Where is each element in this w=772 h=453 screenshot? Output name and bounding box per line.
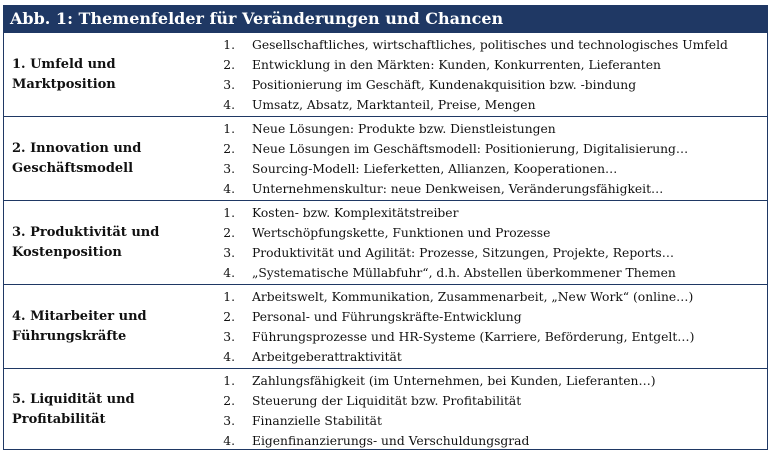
- section-title-line1: 3. Produktivität und: [12, 224, 160, 240]
- item-number: 1.: [223, 122, 235, 136]
- list-item: [221, 347, 763, 367]
- item-number: 2.: [223, 58, 235, 72]
- item-text: Produktivität und Agilität: Prozesse, Sitzungen, Projekte, Reports…: [252, 246, 675, 260]
- list-item: [221, 411, 763, 431]
- list-item: [221, 371, 763, 391]
- section-title: [12, 307, 217, 347]
- list-item: [221, 75, 763, 95]
- section-produktivitaet-kostenposition: [4, 200, 767, 284]
- list-item: [221, 307, 763, 327]
- item-text: Eigenfinanzierungs- und Verschuldungsgrad: [252, 434, 530, 448]
- list-item: [221, 55, 763, 75]
- item-number: 4.: [223, 182, 235, 196]
- section-liquiditaet-profitabilitaet: [4, 368, 767, 451]
- item-text: Neue Lösungen: Produkte bzw. Dienstleistungen: [252, 122, 556, 136]
- item-number: 2.: [223, 310, 235, 324]
- list-item: [221, 139, 763, 159]
- item-text: Arbeitgeberattraktivität: [252, 350, 402, 364]
- item-text: Umsatz, Absatz, Marktanteil, Preise, Mengen: [252, 98, 536, 112]
- item-number: 3.: [223, 330, 235, 344]
- section-items: [221, 35, 763, 115]
- list-item: [221, 95, 763, 115]
- item-number: 2.: [223, 142, 235, 156]
- list-item: [221, 327, 763, 347]
- section-title-line1: 1. Umfeld und: [12, 56, 116, 72]
- section-title-line1: 4. Mitarbeiter und: [12, 308, 147, 324]
- item-text: Zahlungsfähigkeit (im Unternehmen, bei Kunden, Lieferanten…): [252, 374, 656, 388]
- list-item: [221, 391, 763, 411]
- section-mitarbeiter-fuehrungskraefte: [4, 284, 767, 368]
- item-number: 3.: [223, 414, 235, 428]
- item-text: „Systematische Müllabfuhr“, d.h. Abstellen überkommener Themen: [252, 266, 676, 280]
- item-number: 1.: [223, 290, 235, 304]
- section-title-line2: Marktposition: [12, 76, 116, 92]
- item-number: 3.: [223, 162, 235, 176]
- section-title-line2: Geschäftsmodell: [12, 160, 134, 176]
- item-text: Personal- und Führungskräfte-Entwicklung: [252, 310, 522, 324]
- item-text: Positionierung im Geschäft, Kundenakquisition bzw. -bindung: [252, 78, 637, 92]
- section-title-line2: Kostenposition: [12, 244, 122, 260]
- item-text: Gesellschaftliches, wirtschaftliches, politisches und technologisches Umfeld: [252, 38, 728, 52]
- list-item: [221, 263, 763, 283]
- item-number: 4.: [223, 350, 235, 364]
- item-text: Steuerung der Liquidität bzw. Profitabilität: [252, 394, 522, 408]
- item-number: 4.: [223, 434, 235, 448]
- item-text: Neue Lösungen im Geschäftsmodell: Positionierung, Digitalisierung…: [252, 142, 689, 156]
- section-items: [221, 203, 763, 283]
- section-title: [12, 390, 217, 430]
- item-text: Finanzielle Stabilität: [252, 414, 382, 428]
- item-number: 3.: [223, 78, 235, 92]
- section-title-line1: 5. Liquidität und: [12, 392, 135, 407]
- list-item: [221, 223, 763, 243]
- list-item: [221, 119, 763, 139]
- item-text: Entwicklung in den Märkten: Kunden, Konkurrenten, Lieferanten: [252, 58, 661, 72]
- item-number: 4.: [223, 266, 235, 280]
- list-item: [221, 243, 763, 263]
- section-title: [12, 223, 217, 263]
- item-text: Führungsprozesse und HR-Systeme (Karriere, Beförderung, Entgelt…): [252, 330, 695, 344]
- item-number: 2.: [223, 394, 235, 408]
- item-number: 1.: [223, 38, 235, 52]
- section-items: [221, 119, 763, 199]
- list-item: [221, 159, 763, 179]
- item-text: Unternehmenskultur: neue Denkweisen, Veränderungsfähigkeit…: [252, 182, 664, 196]
- list-item: [221, 431, 763, 451]
- list-item: [221, 287, 763, 307]
- item-text: Kosten- bzw. Komplexitätstreiber: [252, 206, 459, 220]
- section-title: [12, 55, 217, 95]
- section-title-line1: 2. Innovation und: [12, 140, 142, 156]
- section-items: [221, 371, 763, 451]
- section-title-line2: Profitabilität: [12, 412, 106, 427]
- item-number: 1.: [223, 206, 235, 220]
- item-text: Wertschöpfungskette, Funktionen und Prozesse: [252, 226, 551, 240]
- themenfelder-table: [3, 5, 768, 450]
- section-title-line2: Führungskräfte: [12, 328, 127, 344]
- item-number: 4.: [223, 98, 235, 112]
- section-items: [221, 287, 763, 367]
- item-number: 1.: [223, 374, 235, 388]
- section-innovation-geschaeftsmodell: [4, 116, 767, 200]
- list-item: [221, 179, 763, 199]
- item-text: Sourcing-Modell: Lieferketten, Allianzen, Kooperationen…: [252, 162, 618, 176]
- figure-title: Abb. 1: Themenfelder für Veränderungen und Chancen: [4, 6, 767, 32]
- section-title: [12, 139, 217, 179]
- item-text: Arbeitswelt, Kommunikation, Zusammenarbeit, „New Work“ (online…): [252, 290, 694, 304]
- item-number: 2.: [223, 226, 235, 240]
- section-umfeld-marktposition: [4, 32, 767, 116]
- list-item: [221, 203, 763, 223]
- item-number: 3.: [223, 246, 235, 260]
- list-item: [221, 35, 763, 55]
